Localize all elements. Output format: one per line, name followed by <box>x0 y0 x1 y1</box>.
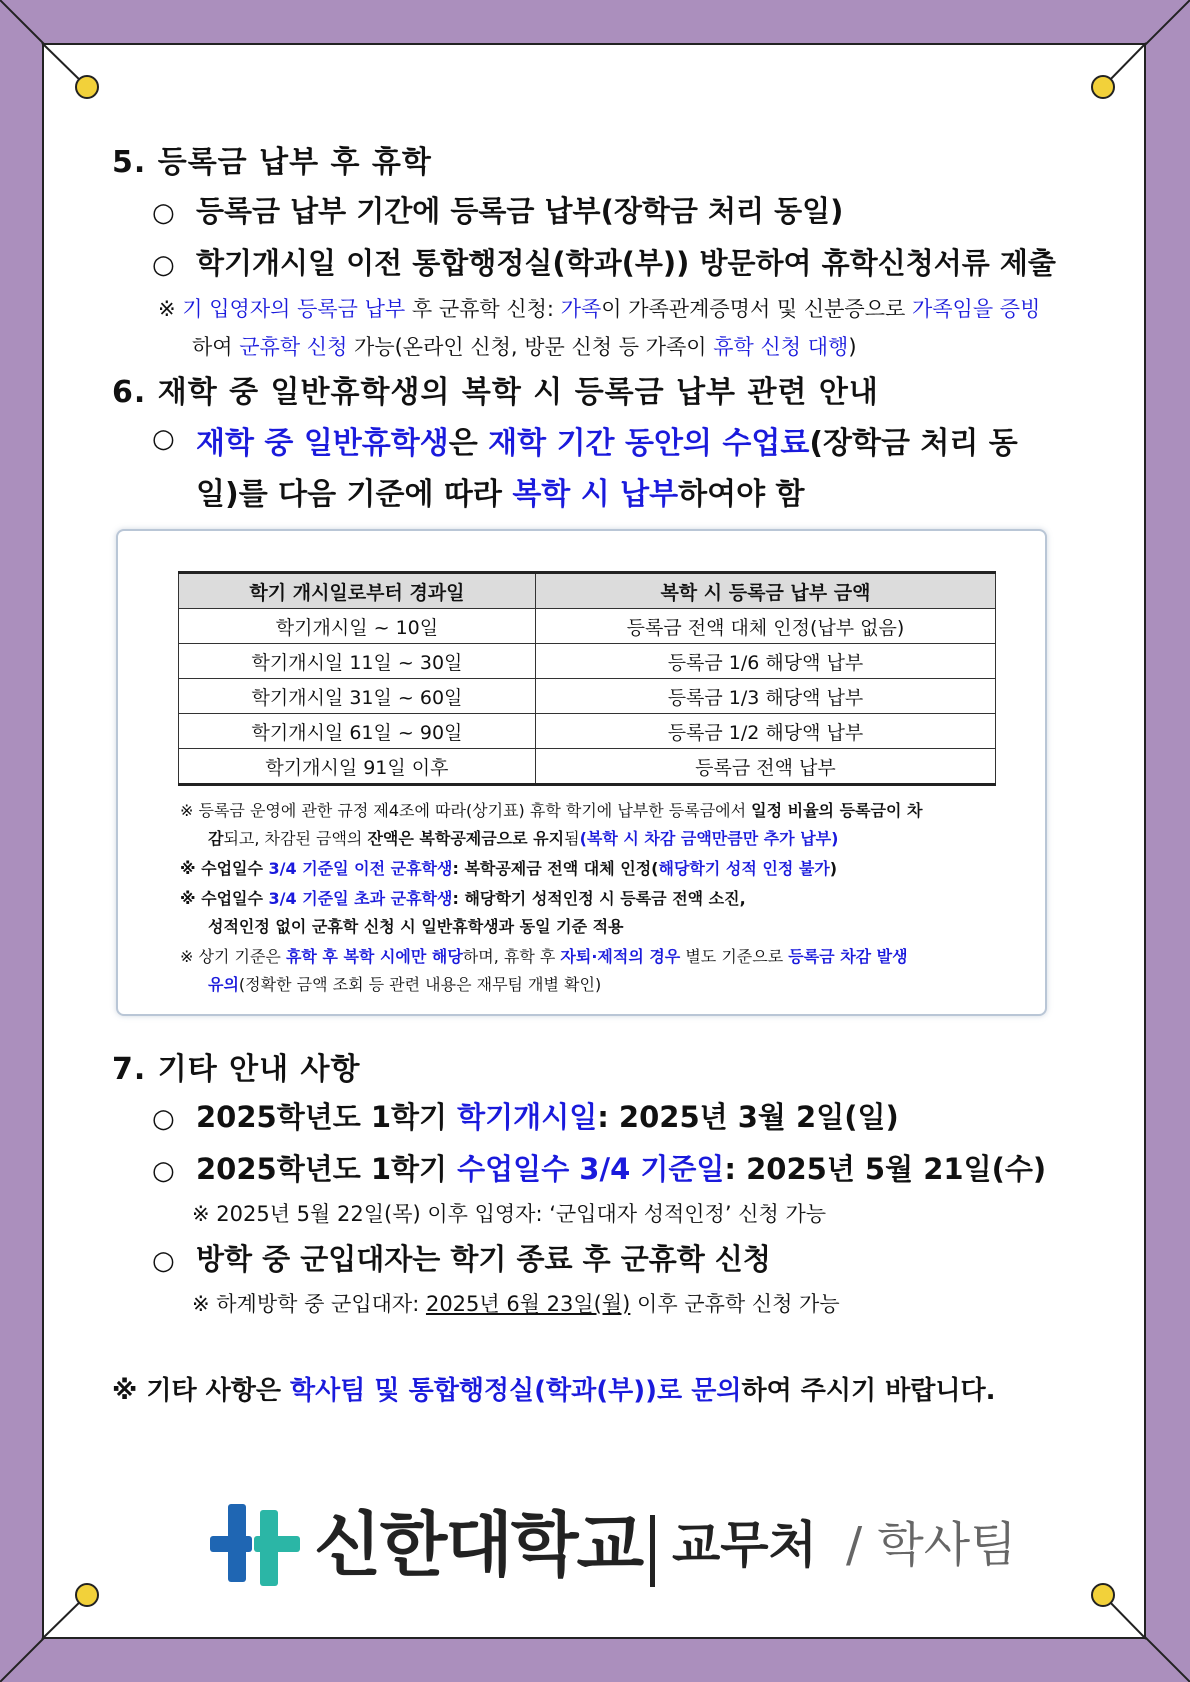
table-header-row <box>179 573 996 609</box>
table-cell: 등록금 전액 납부 <box>535 749 995 785</box>
table-cell: 학기개시일 11일 ~ 30일 <box>179 644 536 679</box>
university-logo <box>210 1500 1017 1590</box>
bullet-icon: ○ <box>152 1104 175 1134</box>
team-name: / 학사팀 <box>846 1517 1017 1573</box>
table-cell: 학기개시일 31일 ~ 60일 <box>179 679 536 714</box>
section6-line1: 재학 중 일반휴학생은 재학 기간 동안의 수업료(장학금 처리 동 <box>196 426 1018 461</box>
fee-table <box>178 571 996 786</box>
table-cell: 등록금 1/6 해당액 납부 <box>535 644 995 679</box>
table-note-3-line1: ※ 수업일수 3/4 기준일 초과 군휴학생: 해당학기 성적인정 시 등록금 전액 소진, <box>180 889 746 908</box>
shinhan-emblem-icon <box>210 1500 306 1590</box>
section7-title: 7. 기타 안내 사항 <box>112 1052 361 1087</box>
table-row <box>179 714 996 749</box>
section7-bullet3-note: ※ 하계방학 중 군입대자: 2025년 6월 23일(월) 이후 군휴학 신청 가능 <box>192 1292 840 1316</box>
bullet-icon: ○ <box>152 1156 175 1186</box>
section5-title: 5. 등록금 납부 후 휴학 <box>112 145 432 180</box>
table-row <box>179 679 996 714</box>
section5-note-line1: ※ 기 입영자의 등록금 납부 후 군휴학 신청: 가족이 가족관계증명서 및 신분증으로 가족임을 증빙 <box>158 297 1041 321</box>
table-note-1-line2: 감되고, 차감된 금액의 잔액은 복학공제금으로 유지됨(복학 시 차감 금액만큼만 추가 납부) <box>208 829 839 848</box>
table-note-4-line1: ※ 상기 기준은 휴학 후 복학 시에만 해당하며, 휴학 후 자퇴·제적의 경우 별도 기준으로 등록금 차감 발생 <box>180 947 908 966</box>
table-row <box>179 644 996 679</box>
pin-icon <box>76 1584 98 1606</box>
section7-bullet1: ○ 2025학년도 1학기 학기개시일: 2025년 3월 2일(일) <box>152 1100 899 1134</box>
logo-divider <box>650 1515 655 1587</box>
table-note-3-line2: 성적인정 없이 군휴학 신청 시 일반휴학생과 동일 기준 적용 <box>208 917 624 936</box>
bullet-icon: ○ <box>152 1246 175 1276</box>
table-cell: 학기개시일 91일 이후 <box>179 749 536 785</box>
table-note-1-line1: ※ 등록금 운영에 관한 규정 제4조에 따라(상기표) 휴학 학기에 납부한 등록금에서 일정 비율의 등록금이 차 <box>180 801 923 820</box>
table-cell: 학기개시일 ~ 10일 <box>179 609 536 644</box>
table-header-cell: 복학 시 등록금 납부 금액 <box>535 573 995 609</box>
section5-bullet1: ○ 등록금 납부 기간에 등록금 납부(장학금 처리 동일) <box>152 194 844 228</box>
section5-note-line2: 하여 군휴학 신청 가능(온라인 신청, 방문 신청 등 가족이 휴학 신청 대행) <box>192 335 857 359</box>
department-name: 교무처 <box>672 1516 817 1574</box>
pin-icon <box>76 76 98 98</box>
pin-icon <box>1092 1584 1114 1606</box>
section7-bullet2-note: ※ 2025년 5월 22일(목) 이후 입영자: ‘군입대자 성적인정’ 신청 가능 <box>192 1202 827 1226</box>
table-cell: 등록금 1/3 해당액 납부 <box>535 679 995 714</box>
section6-bullet <box>152 420 196 454</box>
section6-line2: 일)를 다음 기준에 따라 복학 시 납부하여야 함 <box>196 477 805 512</box>
table-row <box>179 609 996 644</box>
pin-icon <box>1092 76 1114 98</box>
table-note-4-line2: 유의(정확한 금액 조회 등 관련 내용은 재무팀 개별 확인) <box>208 975 602 994</box>
table-header-cell: 학기 개시일로부터 경과일 <box>179 573 536 609</box>
bullet-icon: ○ <box>152 424 175 454</box>
section7-bullet3: ○ 방학 중 군입대자는 학기 종료 후 군휴학 신청 <box>152 1242 771 1276</box>
bullet-icon: ○ <box>152 250 175 280</box>
table-note-2: ※ 수업일수 3/4 기준일 이전 군휴학생: 복학공제금 전액 대체 인정(해당학기 성적 인정 불가) <box>180 859 838 878</box>
table-cell: 학기개시일 61일 ~ 90일 <box>179 714 536 749</box>
university-name: 신한대학교 <box>314 1504 643 1586</box>
section6-title: 6. 재학 중 일반휴학생의 복학 시 등록금 납부 관련 안내 <box>112 375 879 410</box>
footer-inquiry: ※ 기타 사항은 학사팀 및 통합행정실(학과(부))로 문의하여 주시기 바랍니다. <box>112 1376 996 1406</box>
table-cell: 등록금 전액 대체 인정(납부 없음) <box>535 609 995 644</box>
table-row <box>179 749 996 785</box>
table-cell: 등록금 1/2 해당액 납부 <box>535 714 995 749</box>
section5-bullet2: ○ 학기개시일 이전 통합행정실(학과(부)) 방문하여 휴학신청서류 제출 <box>152 246 1056 280</box>
bullet-icon: ○ <box>152 198 175 228</box>
section7-bullet2: ○ 2025학년도 1학기 수업일수 3/4 기준일: 2025년 5월 21일(수) <box>152 1152 1047 1186</box>
